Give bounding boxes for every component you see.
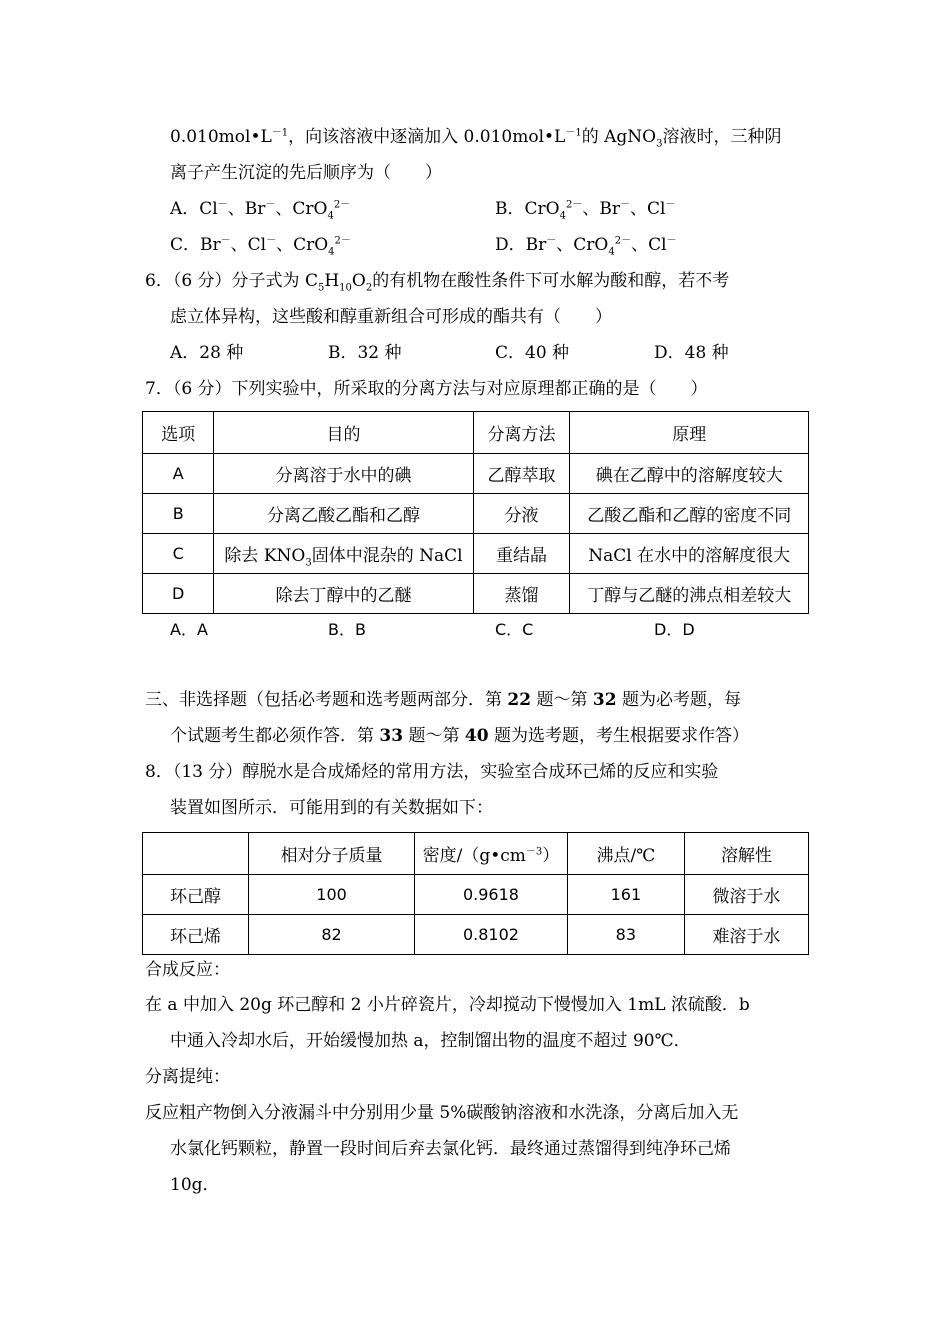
superscript: －3 xyxy=(525,846,543,858)
q5-text: ，向该溶液中逐滴加入 0.010mol•L xyxy=(288,127,566,147)
purify-line1: 反应粗产物倒入分液漏斗中分别用少量 5%碳酸钠溶液和水洗涤，分离后加入无 xyxy=(145,1103,739,1123)
table-row xyxy=(143,534,809,574)
question-number: 33 xyxy=(379,726,404,746)
synthesis-line1: 在 a 中加入 20g 环己醇和 2 小片碎瓷片，冷却搅动下慢慢加入 1mL 浓硫酸．b xyxy=(145,995,750,1015)
section-text: 题～第 xyxy=(531,690,593,710)
superscript: －1 xyxy=(271,127,289,139)
table-header: 相对分子质量 xyxy=(249,833,415,875)
table-cell: 82 xyxy=(249,915,415,955)
superscript: － xyxy=(666,235,677,247)
ion: 、Cl xyxy=(629,199,666,219)
question-number: 40 xyxy=(464,726,489,746)
subscript: 4 xyxy=(328,246,335,258)
table-cell: 环己烯 xyxy=(143,915,249,955)
superscript: 2－ xyxy=(334,235,351,247)
q6-text: 6．（6 分）分子式为 C xyxy=(145,271,318,291)
q7-option-b[interactable]: B．B xyxy=(328,620,366,639)
subscript: 10 xyxy=(339,282,352,294)
subscript: 4 xyxy=(559,210,566,222)
q5-option-a[interactable] xyxy=(170,197,350,221)
table-cell: 重结晶 xyxy=(473,534,570,574)
purify-line2: 水氯化钙颗粒，静置一段时间后弃去氯化钙．最终通过蒸馏得到纯净环己烯 xyxy=(170,1139,731,1159)
subscript: 5 xyxy=(317,282,325,294)
table-header: 分离方法 xyxy=(473,412,570,454)
option-label: B． xyxy=(495,199,525,219)
purify-line3: 10g． xyxy=(170,1175,220,1195)
table-cell: 乙醇萃取 xyxy=(473,454,570,494)
table-cell: 0.9618 xyxy=(415,875,568,915)
superscript: － xyxy=(265,199,276,211)
subscript: 2 xyxy=(365,282,373,294)
ion: 、CrO xyxy=(556,235,609,255)
section3-line1 xyxy=(145,688,741,712)
table-cell: C xyxy=(143,534,214,574)
table-cell: 乙酸乙酯和乙醇的密度不同 xyxy=(570,494,809,534)
section-text: 题为选考题，考生根据要求作答） xyxy=(488,726,749,746)
table-header: 溶解性 xyxy=(684,833,808,875)
table-cell: 161 xyxy=(567,875,684,915)
option-label: D． xyxy=(495,235,526,255)
q7-option-a[interactable]: A．A xyxy=(170,620,208,639)
table-cell: 微溶于水 xyxy=(684,875,808,915)
q8-table xyxy=(142,832,809,955)
table-row xyxy=(143,454,809,494)
ion: 、CrO xyxy=(276,235,329,255)
option-label: C． xyxy=(170,235,201,255)
table-header: 目的 xyxy=(214,412,473,454)
ion: 、Br xyxy=(227,199,266,219)
table-header-row xyxy=(143,412,809,454)
table-cell: 0.8102 xyxy=(415,915,568,955)
q5-text: 0.010mol•L xyxy=(170,127,272,147)
table-cell: 分液 xyxy=(473,494,570,534)
subscript: 3 xyxy=(656,138,663,150)
header-text: 密度/（g•cm xyxy=(422,846,526,866)
superscript: － xyxy=(619,199,630,211)
question-number: 32 xyxy=(592,690,617,710)
q6-text: O xyxy=(351,271,366,291)
table-header: 选项 xyxy=(143,412,214,454)
table-cell: 83 xyxy=(567,915,684,955)
q6-text: 的有机物在酸性条件下可水解为酸和醇，若不考 xyxy=(372,271,730,291)
q6-option-a[interactable]: A．28 种 xyxy=(170,343,244,363)
synthesis-title: 合成反应： xyxy=(145,960,230,980)
table-cell: A xyxy=(143,454,214,494)
table-cell: D xyxy=(143,574,214,614)
section-text: 个试题考生都必须作答．第 xyxy=(170,726,380,746)
q6-line1 xyxy=(145,269,729,293)
q6-option-d[interactable]: D．48 种 xyxy=(654,343,729,363)
option-label: A． xyxy=(170,199,200,219)
q5-text: 的 AgNO xyxy=(581,127,657,147)
table-cell xyxy=(214,534,473,574)
table-cell: B xyxy=(143,494,214,534)
table-cell: 分离乙酸乙酯和乙醇 xyxy=(214,494,473,534)
table-row xyxy=(143,574,809,614)
table-cell: NaCl 在水中的溶解度很大 xyxy=(570,534,809,574)
synthesis-line2: 中通入冷却水后，开始缓慢加热 a，控制馏出物的温度不超过 90℃． xyxy=(170,1031,691,1051)
q7-option-c[interactable]: C．C xyxy=(495,620,534,639)
table-header: 沸点/℃ xyxy=(567,833,684,875)
ion: Cl xyxy=(199,199,218,219)
subscript: 3 xyxy=(305,557,312,569)
superscript: 2－ xyxy=(614,235,632,247)
table-header xyxy=(415,833,568,875)
subscript: 4 xyxy=(327,210,334,222)
question-number: 22 xyxy=(507,690,532,710)
ion: 、CrO xyxy=(275,199,328,219)
superscript: 2－ xyxy=(565,199,583,211)
ion: Br xyxy=(525,235,547,255)
q6-text: H xyxy=(324,271,340,291)
superscript: －1 xyxy=(565,127,582,139)
table-cell: 难溶于水 xyxy=(684,915,808,955)
q6-line2: 虑立体异构，这些酸和醇重新组合可形成的酯共有（ ） xyxy=(170,307,612,327)
cell-text: 除去 KNO xyxy=(224,546,306,566)
ion: 、Cl xyxy=(631,235,667,255)
section-text: 三、非选择题（包括必考题和选考题两部分．第 xyxy=(145,690,508,710)
table-cell: 蒸馏 xyxy=(473,574,570,614)
q7-stem: 7．（6 分）下列实验中，所采取的分离方法与对应原理都正确的是（ ） xyxy=(145,379,708,399)
q5-option-b[interactable] xyxy=(495,197,675,221)
table-header xyxy=(143,833,249,875)
section-text: 题为必考题，每 xyxy=(616,690,741,710)
q6-option-b[interactable]: B．32 种 xyxy=(328,343,402,363)
ion: 、Cl xyxy=(230,235,267,255)
q5-line1 xyxy=(170,125,781,149)
q8-line1: 8．（13 分）醇脱水是合成烯烃的常用方法，实验室合成环己烯的反应和实验 xyxy=(145,762,719,782)
table-row xyxy=(143,875,809,915)
purify-title: 分离提纯： xyxy=(145,1067,230,1087)
ion: 、Br xyxy=(582,199,620,219)
section3-line2 xyxy=(170,724,749,748)
table-cell: 碘在乙醇中的溶解度较大 xyxy=(570,454,809,494)
superscript: － xyxy=(217,199,228,211)
superscript: － xyxy=(266,235,277,247)
q5-line2: 离子产生沉淀的先后顺序为（ ） xyxy=(170,163,442,183)
table-row xyxy=(143,915,809,955)
q8-line2: 装置如图所示．可能用到的有关数据如下： xyxy=(170,798,493,818)
superscript: 2－ xyxy=(333,199,351,211)
table-header-row xyxy=(143,833,809,875)
cell-text: 固体中混杂的 NaCl xyxy=(311,546,463,566)
q5-option-c[interactable] xyxy=(170,233,351,257)
section-text: 题～第 xyxy=(403,726,465,746)
header-text: ） xyxy=(542,846,560,866)
q5-text: 溶液时，三种阴 xyxy=(662,127,782,147)
table-cell: 丁醇与乙醚的沸点相差较大 xyxy=(570,574,809,614)
q5-option-d[interactable] xyxy=(495,233,677,257)
table-cell: 分离溶于水中的碘 xyxy=(214,454,473,494)
q7-table xyxy=(142,411,809,614)
table-cell: 除去丁醇中的乙醚 xyxy=(214,574,473,614)
table-row xyxy=(143,494,809,534)
superscript: － xyxy=(546,235,557,247)
q7-option-d[interactable]: D．D xyxy=(654,620,695,639)
subscript: 4 xyxy=(608,246,615,258)
table-header: 原理 xyxy=(570,412,809,454)
table-cell: 环己醇 xyxy=(143,875,249,915)
ion: CrO xyxy=(524,199,560,219)
table-cell: 100 xyxy=(249,875,415,915)
q6-option-c[interactable]: C．40 种 xyxy=(495,343,570,363)
superscript: － xyxy=(665,199,676,211)
superscript: － xyxy=(220,235,231,247)
ion: Br xyxy=(200,235,221,255)
